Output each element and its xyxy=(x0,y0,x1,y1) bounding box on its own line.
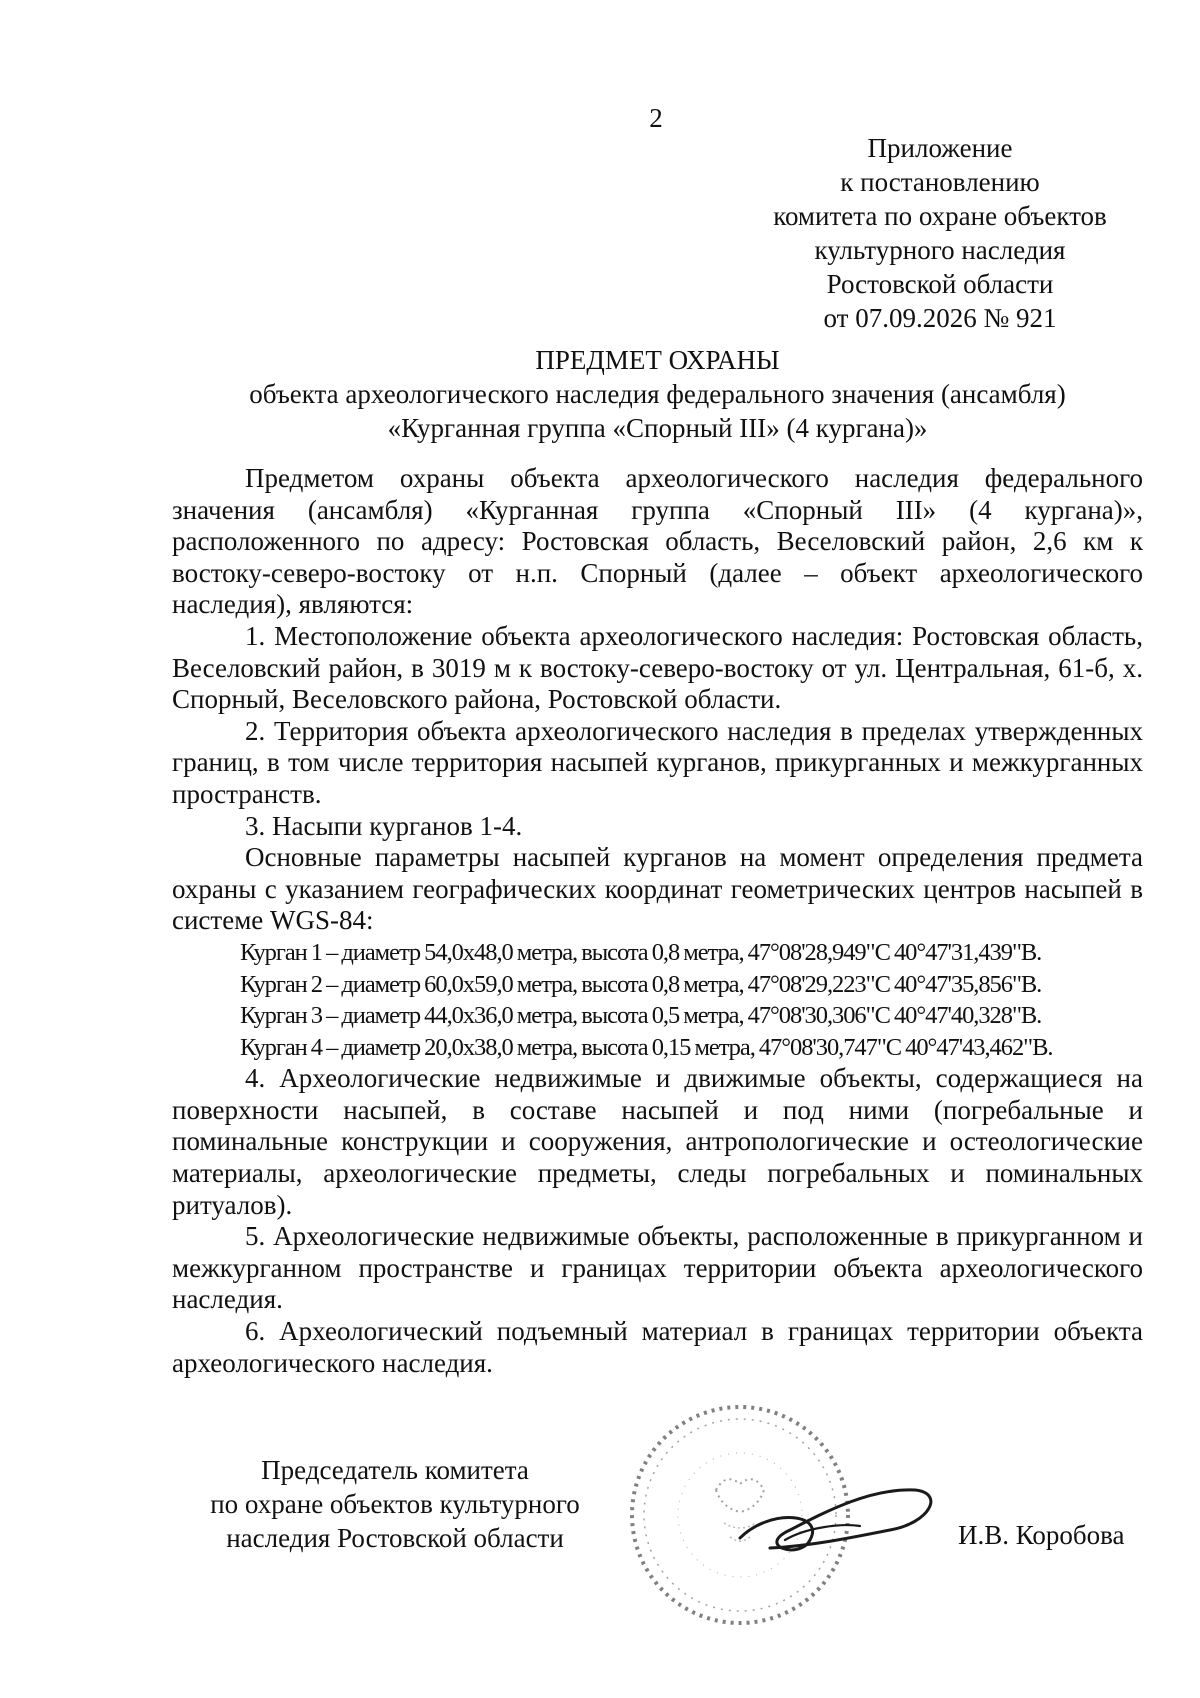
intro-paragraph: Предметом охраны объекта археологического наследия федерального значения (ансамбля) «Курганная группа «Спорный III» (4 кургана)», расположенного по адресу: Ростовская область, Веселовский район, 2,6 км к востоку-северо-востоку от н.п. Спорный (далее – объект археологического наследия), являются: xyxy=(172,463,1143,620)
item-2-paragraph: 2. Территория объекта археологического наследия в пределах утвержденных границ, в том числе территория насыпей курганов, прикурганных и межкурганных пространств. xyxy=(172,715,1143,809)
signature-block xyxy=(180,1453,610,1555)
document-body xyxy=(172,463,1143,1379)
item-4-paragraph: 4. Археологические недвижимые и движимые объекты, содержащиеся на поверхности насыпей, в составе насыпей и под ними (погребальные и поминальные конструкции и сооружения, антропологические и остеологические материалы, археологические предметы, следы погребальных и поминальных ритуалов). xyxy=(172,1063,1143,1220)
document-subtitle-line: объекта археологического наследия федерального значения (ансамбля) xyxy=(249,379,1066,409)
page-number: 2 xyxy=(649,103,663,133)
title-block xyxy=(170,343,1145,445)
item-1-paragraph: 1. Местоположение объекта археологического наследия: Ростовская область, Веселовский район, в 3019 м к востоку-северо-востоку от ул. Центральная, 61-б, х. Спорный, Веселовского района, Ростовской области. xyxy=(172,620,1143,715)
kurgan-line: Курган 4 – диаметр 20,0х38,0 метра, высота 0,15 метра, 47°08'30,747"С 40°47'43,462"В. xyxy=(240,1033,1053,1061)
appendix-line: Приложение xyxy=(867,133,1013,163)
kurgan-list xyxy=(172,937,1143,1063)
document-title: ПРЕДМЕТ ОХРАНЫ xyxy=(535,345,780,375)
kurgan-line: Курган 1 – диаметр 54,0х48,0 метра, высота 0,8 метра, 47°08'28,949"С 40°47'31,439"В. xyxy=(240,938,1042,966)
signatory-position-line: Председатель комитета xyxy=(261,1455,529,1485)
appendix-line: культурного наследия xyxy=(814,235,1066,265)
appendix-header xyxy=(740,131,1140,335)
signatory-position-line: наследия Ростовской области xyxy=(226,1523,564,1553)
signatory-position-line: по охране объектов культурного xyxy=(210,1489,580,1519)
signatory-name: И.В. Коробова xyxy=(958,1520,1125,1550)
item-3-paragraph: 3. Насыпи курганов 1-4. xyxy=(245,810,523,841)
document-subtitle-line: «Курганная группа «Спорный III» (4 кургана)» xyxy=(387,413,928,443)
appendix-date-line: от 07.09.2026 № 921 xyxy=(823,303,1057,333)
item-6-paragraph: 6. Археологический подъемный материал в границах территории объекта археологического наследия. xyxy=(172,1316,1143,1378)
handwritten-signature-icon xyxy=(730,1468,940,1578)
appendix-line: к постановлению xyxy=(840,167,1040,197)
item-5-paragraph: 5. Археологические недвижимые объекты, расположенные в прикурганном и межкурганном пространстве и границах территории объекта археологического наследия. xyxy=(172,1221,1143,1315)
kurgan-line: Курган 3 – диаметр 44,0х36,0 метра, высота 0,5 метра, 47°08'30,306"С 40°47'40,328"В. xyxy=(240,1002,1042,1030)
appendix-line: Ростовской области xyxy=(826,269,1054,299)
kurgan-line: Курган 2 – диаметр 60,0х59,0 метра, высота 0,8 метра, 47°08'29,223"С 40°47'35,856"В. xyxy=(240,970,1042,998)
parameters-intro-paragraph: Основные параметры насыпей курганов на момент определения предмета охраны с указанием географических координат геометрических центров насыпей в системе WGS-84: xyxy=(172,842,1143,936)
appendix-line: комитета по охране объектов xyxy=(773,201,1107,231)
